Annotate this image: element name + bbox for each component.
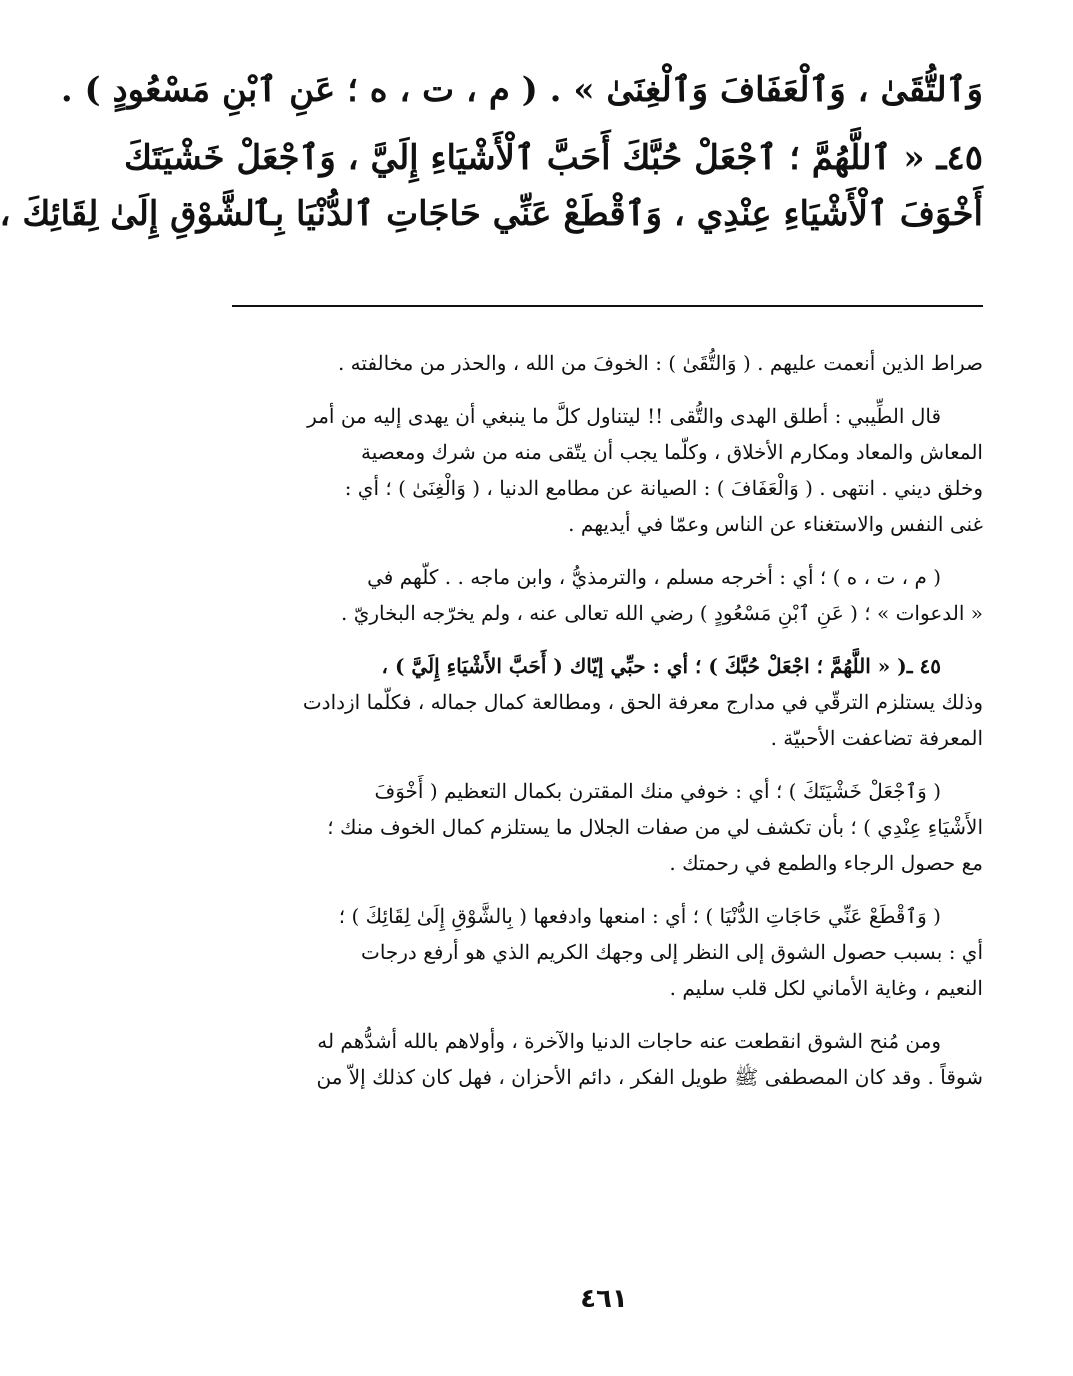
main-text-line-1: وَٱلتُّقَىٰ ، وَٱلْعَفَافَ وَٱلْغِنَىٰ » . ( م ، ت ، ه ؛ عَنِ ٱبْنِ مَسْعُودٍ ) . — [60, 70, 983, 110]
commentary-line: صراط الذين أنعمت عليهم . ( وَالتُّقَىٰ ) : الخوفَ من الله ، والحذر من مخالفته . — [337, 351, 983, 375]
commentary-line: المعرفة تضاعفت الأحبيّة . — [770, 726, 983, 750]
commentary-line: قال الطِّيبي : أطلق الهدى والتُّقى !! ليتناول كلَّ ما ينبغي أن يهدى إليه من أمر — [307, 404, 941, 428]
commentary-paragraph-3 — [232, 559, 983, 631]
commentary-block — [232, 345, 983, 1112]
main-text-line-3: أَخْوَفَ ٱلْأَشْيَاءِ عِنْدِي ، وَٱقْطَعْ عَنِّي حَاجَاتِ ٱلدُّنْيَا بِٱلشَّوْقِ إِلَىٰ لِقَائِكَ ، — [0, 194, 983, 234]
commentary-line: مع حصول الرجاء والطمع في رحمتك . — [669, 851, 983, 875]
commentary-paragraph-6 — [232, 898, 983, 1006]
commentary-line: ( وَٱجْعَلْ خَشْيَتَكَ ) ؛ أي : خوفي منك المقترن بكمال التعظيم ( أَخْوَفَ — [374, 779, 941, 803]
commentary-line: ( وَٱقْطَعْ عَنِّي حَاجَاتِ الدُّنْيَا ) ؛ أي : امنعها وادفعها ( بِالشَّوْقِ إِلَىٰ لِقَائِكَ ) ؛ — [338, 904, 941, 928]
commentary-line: المعاش والمعاد ومكارم الأخلاق ، وكلّما يجب أن يتّقى منه من شرك ومعصية — [361, 440, 983, 464]
commentary-paragraph-7 — [232, 1023, 983, 1095]
commentary-line: النعيم ، وغاية الأماني لكل قلب سليم . — [669, 976, 983, 1000]
commentary-paragraph-5 — [232, 773, 983, 881]
commentary-line: غنى النفس والاستغناء عن الناس وعمّا في أيديهم . — [568, 512, 983, 536]
commentary-line: الأَشْيَاءِ عِنْدِي ) ؛ بأن تكشف لي من صفات الجلال ما يستلزم كمال الخوف منك ؛ — [327, 815, 983, 839]
commentary-line: أي : بسبب حصول الشوق إلى النظر إلى وجهك الكريم الذي هو أرفع درجات — [360, 940, 983, 964]
commentary-line: وخلق ديني . انتهى . ( وَالْعَفَافَ ) : الصيانة عن مطامع الدنيا ، ( وَالْغِنَىٰ ) ؛ أي : — [344, 476, 983, 500]
main-text-block — [0, 62, 983, 242]
page-number: ٤٦١ — [580, 1284, 628, 1314]
commentary-line: وذلك يستلزم الترقّي في مدارج معرفة الحق ، ومطالعة كمال جماله ، فكلّما ازدادت — [302, 690, 983, 714]
commentary-paragraph-1 — [232, 345, 983, 381]
commentary-line: ( م ، ت ، ه ) ؛ أي : أخرجه مسلم ، والترمذيُّ ، وابن ماجه . . كلّهم في — [367, 565, 941, 589]
footnote-separator — [232, 305, 983, 307]
commentary-line: شوقاً . وقد كان المصطفى ﷺ طويل الفكر ، دائم الأحزان ، فهل كان كذلك إلاّ من — [316, 1065, 983, 1089]
main-text-line-2: ٤٥ـ « ٱللَّهُمَّ ؛ ٱجْعَلْ حُبَّكَ أَحَبَّ ٱلْأَشْيَاءِ إِلَيَّ ، وَٱجْعَلْ خَشْيَتَكَ — [123, 138, 983, 178]
commentary-paragraph-4 — [232, 648, 983, 756]
commentary-line: ٤٥ ـ( « اللَّهُمَّ ؛ اجْعَلْ حُبَّكَ ) ؛ أي : حبِّي إيّاك ( أَحَبَّ الأَشْيَاءِ إِلَيَّ ) ، — [381, 654, 941, 678]
commentary-line: ومن مُنح الشوق انقطعت عنه حاجات الدنيا والآخرة ، وأولاهم بالله أشدُّهم له — [317, 1029, 941, 1053]
commentary-line: « الدعوات » ؛ ( عَنِ ٱبْنِ مَسْعُودٍ ) رضي الله تعالى عنه ، ولم يخرّجه البخاريّ . — [341, 601, 983, 625]
commentary-paragraph-2 — [232, 398, 983, 542]
